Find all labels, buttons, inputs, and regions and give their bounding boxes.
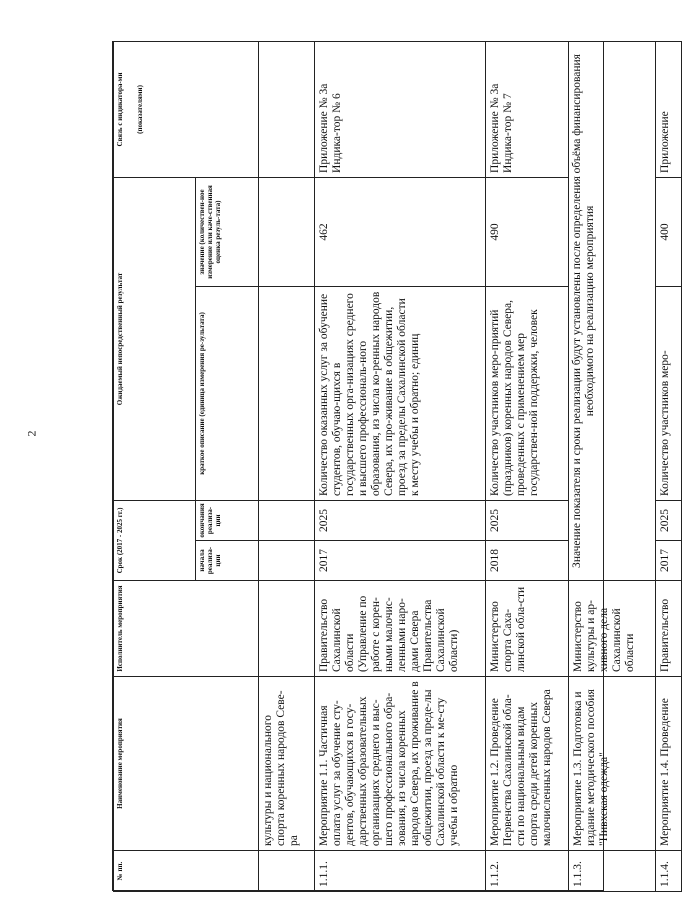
cell-name: культуры и национального спорта коренных народов Севе-ра xyxy=(259,677,315,851)
cell-link: Приложение № 3а Индика-тор № 6 xyxy=(315,41,486,177)
cell-desc: Количество оказанных услуг за обучение студентов, обучаю-щихся в государственных орга-низациях среднего и высшего профессиональ-ного образования, из числа ко-ренных народов Севера, их про-живание в общежитии, проезд за пределы Сахалинской области к месту учебы и обратно; единиц xyxy=(315,286,486,500)
cell-executor: Правительство xyxy=(656,581,682,677)
cell-executor: Правительство Сахалинской области (Управление по работе с корен-ными малочис-ленными наро-дами Севера Правительства Сахалинской области) xyxy=(315,581,486,677)
cell-note: Значение показателя и сроки реализации будут установлены после определения объёма финансирования необходимого на реализацию мероприятия xyxy=(569,41,656,580)
header-executor: Исполнитель мероприятия xyxy=(114,581,259,677)
header-indicators xyxy=(114,41,259,177)
table-row xyxy=(259,41,315,891)
cell-executor: Министерство культуры и ар-хивного дела Сахалинской области xyxy=(569,581,656,677)
header-row-1 xyxy=(114,41,196,891)
cell-value: 490 xyxy=(486,177,569,286)
cell-num: 1.1.1. xyxy=(315,851,486,892)
table-row xyxy=(569,41,656,891)
table-row xyxy=(656,41,682,891)
cell-end: 2025 xyxy=(315,500,486,540)
cell-start xyxy=(259,541,315,581)
cell-name: Мероприятие 1.2. Проведение Первенства Сахалинской обла-сти по национальным видам спорта среди детей коренных малочисленных народов Севера xyxy=(486,677,569,851)
cell-num: 1.1.2. xyxy=(486,851,569,892)
table-row xyxy=(315,41,486,891)
cell-num xyxy=(259,851,315,892)
header-name: Наименование мероприятия xyxy=(114,677,259,851)
cell-link: Приложение xyxy=(656,41,682,177)
cell-link: Приложение № 3а Индика-тор № 7 xyxy=(486,41,569,177)
cell-end xyxy=(259,500,315,540)
table-row xyxy=(486,41,569,891)
header-indicators-title: Связь с индикатора-ми xyxy=(116,72,124,147)
cell-value: 400 xyxy=(656,177,682,286)
header-term: Срок (2017 - 2025 гг.) xyxy=(114,500,196,580)
cell-num: 1.1.3. xyxy=(569,851,656,892)
cell-end: 2025 xyxy=(656,500,682,540)
cell-end: 2025 xyxy=(486,500,569,540)
header-term-end: окончания реализа-ции xyxy=(196,500,259,540)
activities-table xyxy=(113,41,682,892)
header-result: Ожидаемый непосредственный результат xyxy=(114,177,196,500)
cell-executor: Министерство спорта Саха-линской обла-сти xyxy=(486,581,569,677)
cell-start: 2017 xyxy=(315,541,486,581)
cell-name: Мероприятие 1.4. Проведение xyxy=(656,677,682,851)
cell-num: 1.1.4. xyxy=(656,851,682,892)
rotated-table-wrapper xyxy=(113,42,671,892)
cell-link xyxy=(259,41,315,177)
cell-start: 2018 xyxy=(486,541,569,581)
page-number: 2 xyxy=(24,430,39,437)
header-result-value: значение (количествен-ное измерение или каче-ственная оценка резуль-тата) xyxy=(196,177,259,286)
cell-name: Мероприятие 1.3. Подготовка и издание методического пособия "Нивхская одежда" xyxy=(569,677,656,851)
header-indicators-sub: (показателями) xyxy=(136,85,144,134)
cell-desc xyxy=(259,286,315,500)
header-result-desc: краткое описание (единица измерения ре-зультата) xyxy=(196,286,259,500)
cell-start: 2017 xyxy=(656,541,682,581)
header-num: № пп. xyxy=(114,851,259,892)
cell-name: Мероприятие 1.1. Частичная оплата услуг за обучение сту-дентов, обучающихся в госу-дарственных образовательных организациях среднего и выс-шего профессионального обра-зования, из числа коренных народов Севера, их проживание в общежитии, проезд за преде-лы Сахалинской области к ме-сту учебы и обратно xyxy=(315,677,486,851)
cell-desc: Количество участников меро- xyxy=(656,286,682,500)
cell-executor xyxy=(259,581,315,677)
cell-desc: Количество участников меро-приятий (праздников) коренных народов Севера, проведенных с применением мер государствен-ной поддержки, человек xyxy=(486,286,569,500)
cell-value: 462 xyxy=(315,177,486,286)
cell-value xyxy=(259,177,315,286)
header-term-start: начала реализа-ции xyxy=(196,541,259,581)
document-table-sheet xyxy=(112,41,671,891)
